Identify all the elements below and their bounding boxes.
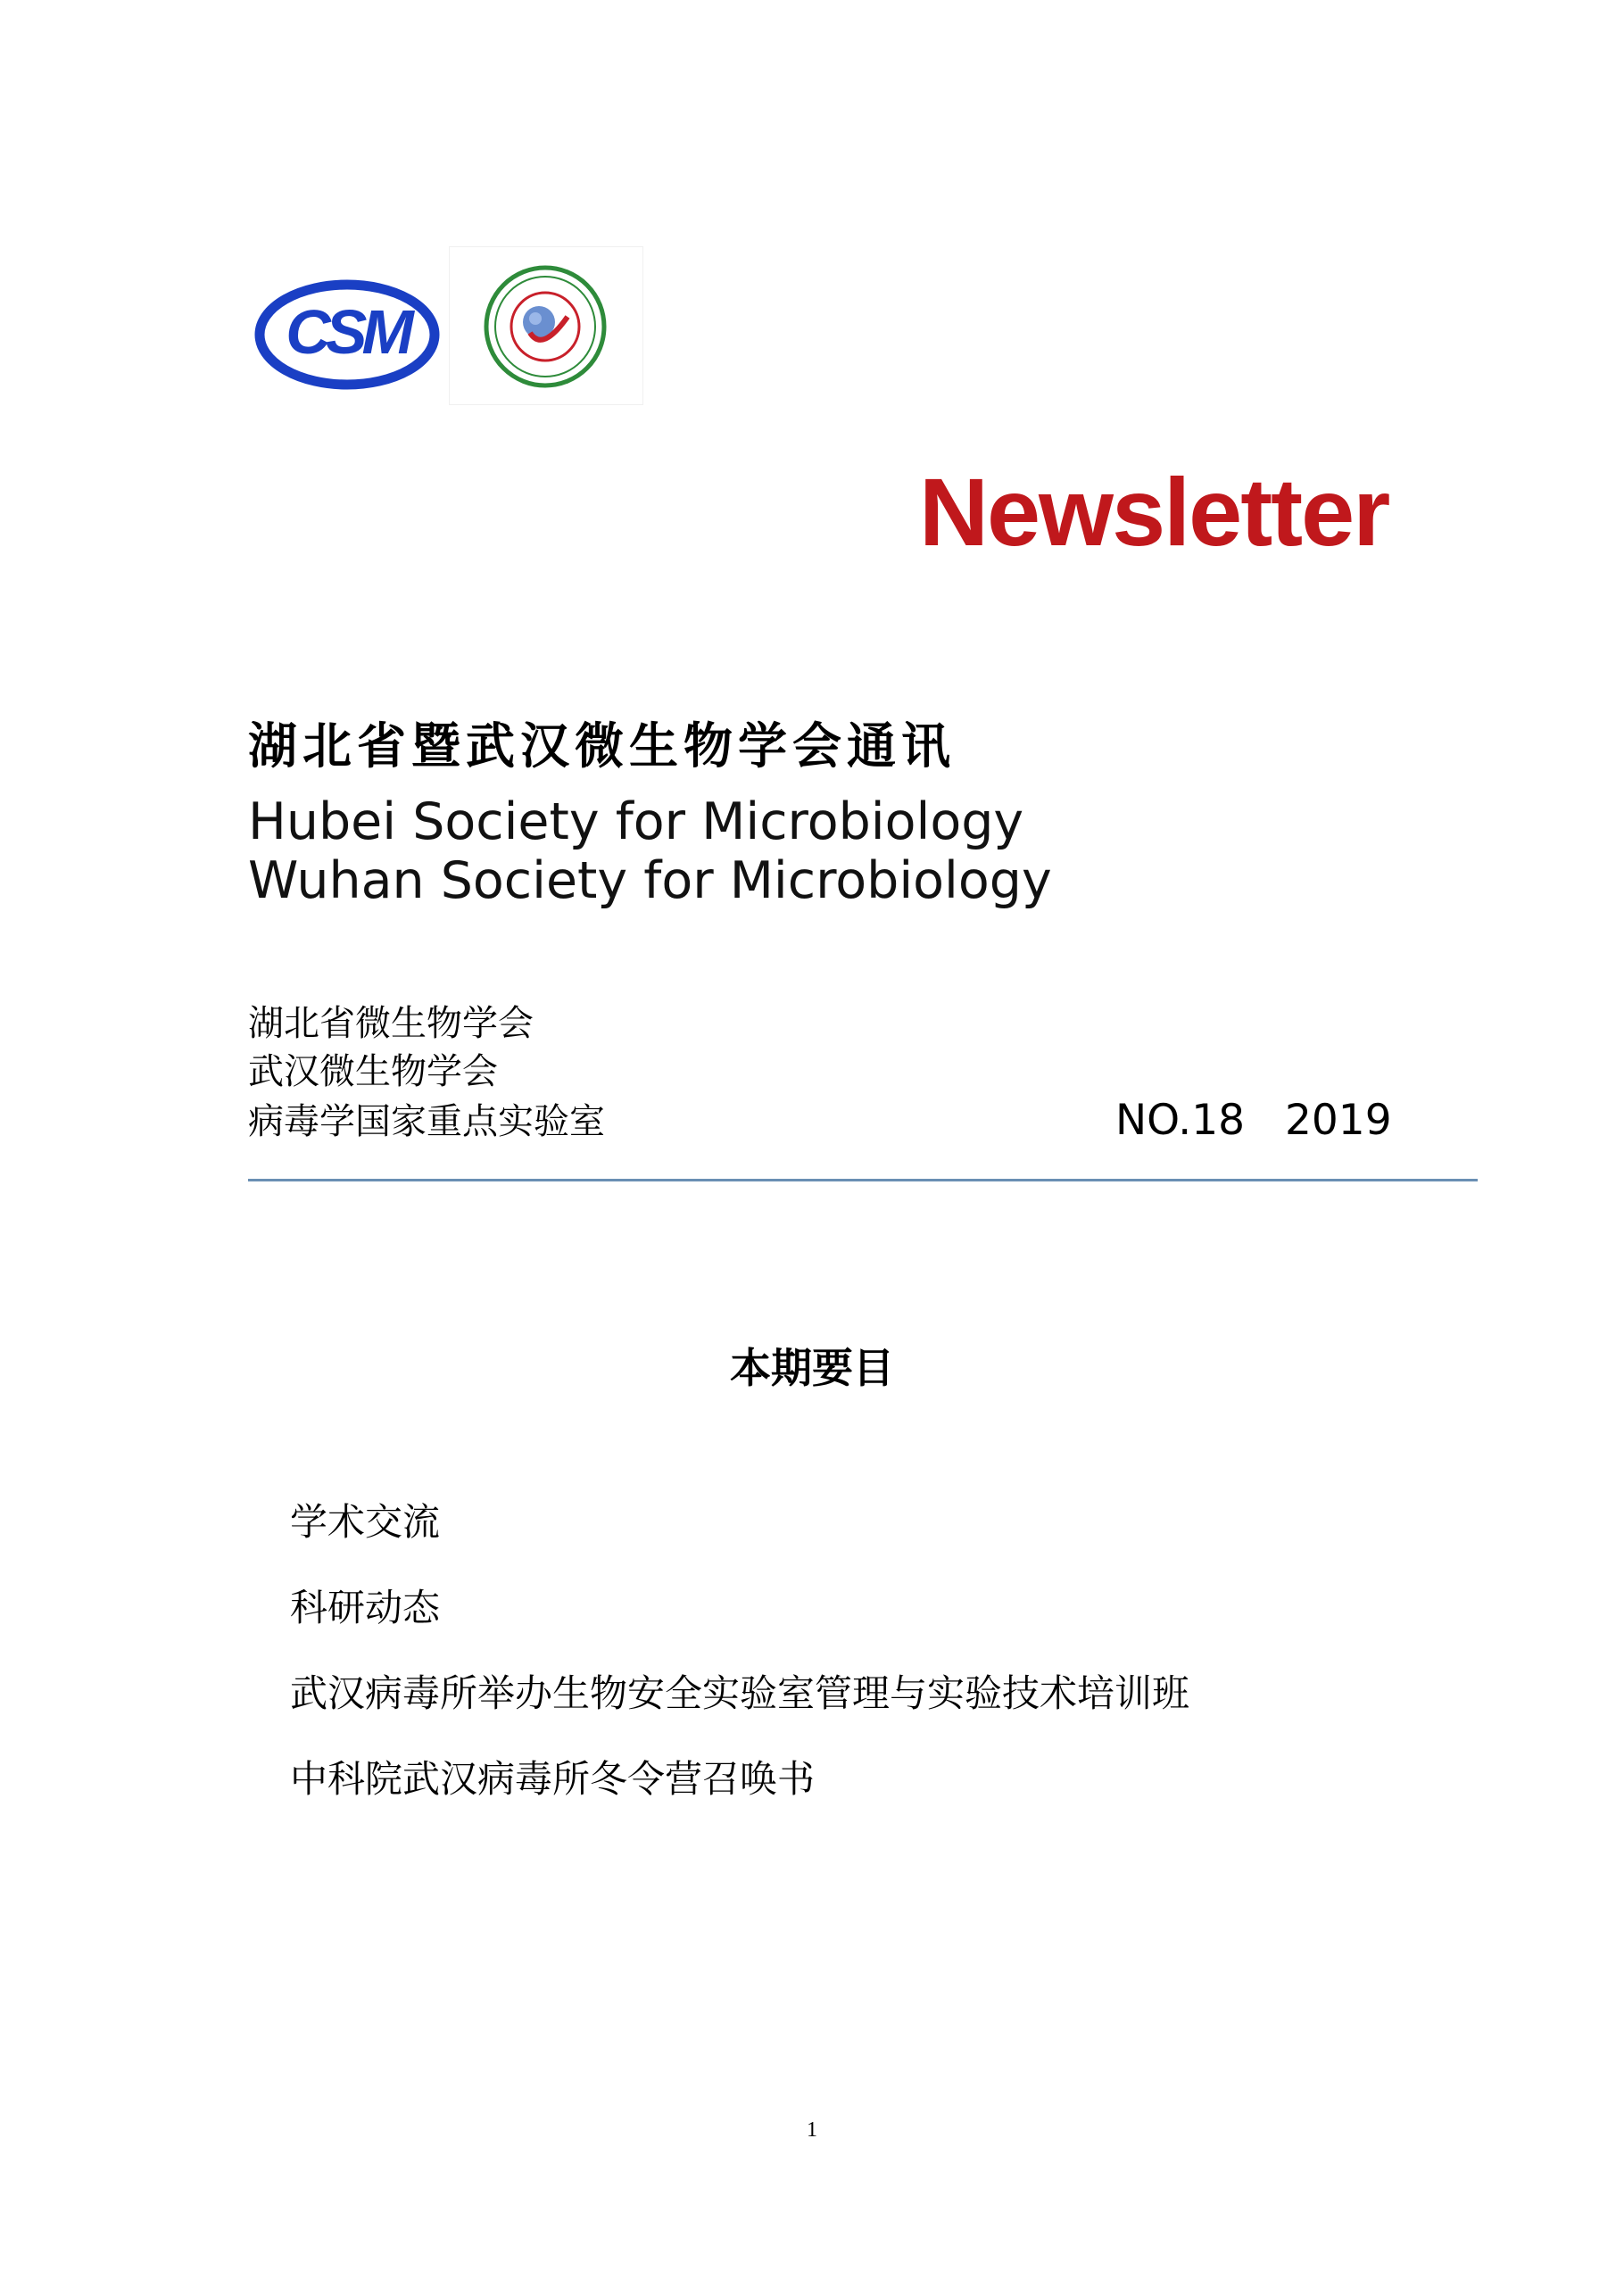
society-title-english-line2: Wuhan Society for Microbiology <box>248 851 1052 910</box>
contents-item: 武汉病毒所举办生物安全实验室管理与实验技术培训班 <box>290 1671 1190 1715</box>
organization-name: 湖北省微生物学会 <box>248 1003 534 1044</box>
contents-item: 中科院武汉病毒所冬令营召唤书 <box>290 1757 816 1801</box>
contents-item: 科研动态 <box>290 1586 441 1629</box>
svg-text:CSM: CSM <box>286 297 409 367</box>
virology-lab-seal-icon <box>482 263 609 390</box>
contents-heading: 本期要目 <box>730 1344 894 1392</box>
issue-number: NO.18 <box>1115 1096 1245 1145</box>
newsletter-title: Newsletter <box>919 458 1389 566</box>
organization-name: 病毒学国家重点实验室 <box>248 1101 605 1142</box>
organization-name: 武汉微生物学会 <box>248 1051 498 1092</box>
page-number: 1 <box>807 2118 817 2142</box>
contents-item: 学术交流 <box>290 1500 441 1544</box>
issue-year: 2019 <box>1285 1096 1392 1145</box>
header-divider <box>248 1179 1478 1181</box>
csm-logo-icon <box>253 277 441 393</box>
society-title-chinese: 湖北省暨武汉微生物学会通讯 <box>248 717 957 775</box>
society-title-english-line1: Hubei Society for Microbiology <box>248 792 1024 851</box>
